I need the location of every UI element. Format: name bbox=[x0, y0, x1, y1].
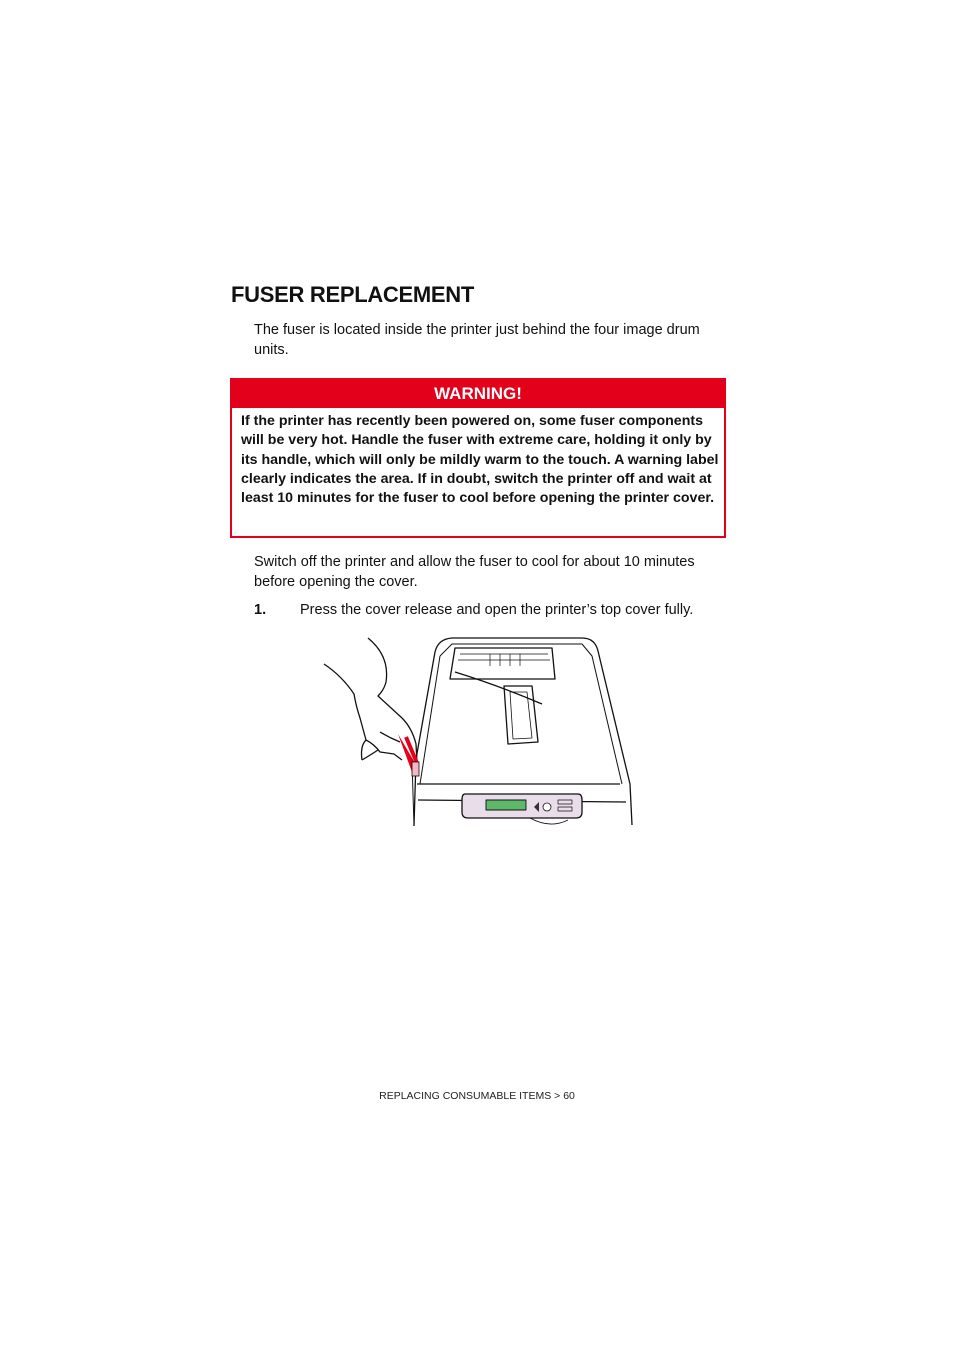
intro-paragraph: The fuser is located inside the printer just behind the four image drum units. bbox=[254, 322, 700, 358]
warning-heading: WARNING! bbox=[232, 380, 724, 408]
warning-text: If the printer has recently been powered on, some fuser components will be very hot. Handle the fuser with extreme care, holding it only by its handle, which will only be mildly warm to the touch. A warning label clearly indicates the area. If in doubt, switch the printer off and wait at least 10 minutes for the fuser to cool before opening the printer cover. bbox=[241, 413, 719, 507]
printer-illustration bbox=[320, 634, 640, 829]
warning-box bbox=[230, 378, 726, 538]
step-text: Press the cover release and open the printer’s top cover fully. bbox=[300, 602, 694, 618]
step-number: 1. bbox=[254, 602, 267, 618]
page-footer: REPLACING CONSUMABLE ITEMS > 60 bbox=[379, 1090, 575, 1102]
section-title: FUSER REPLACEMENT bbox=[231, 282, 475, 307]
instruction-paragraph: Switch off the printer and allow the fuser to cool for about 10 minutes before opening the cover. bbox=[254, 554, 695, 590]
